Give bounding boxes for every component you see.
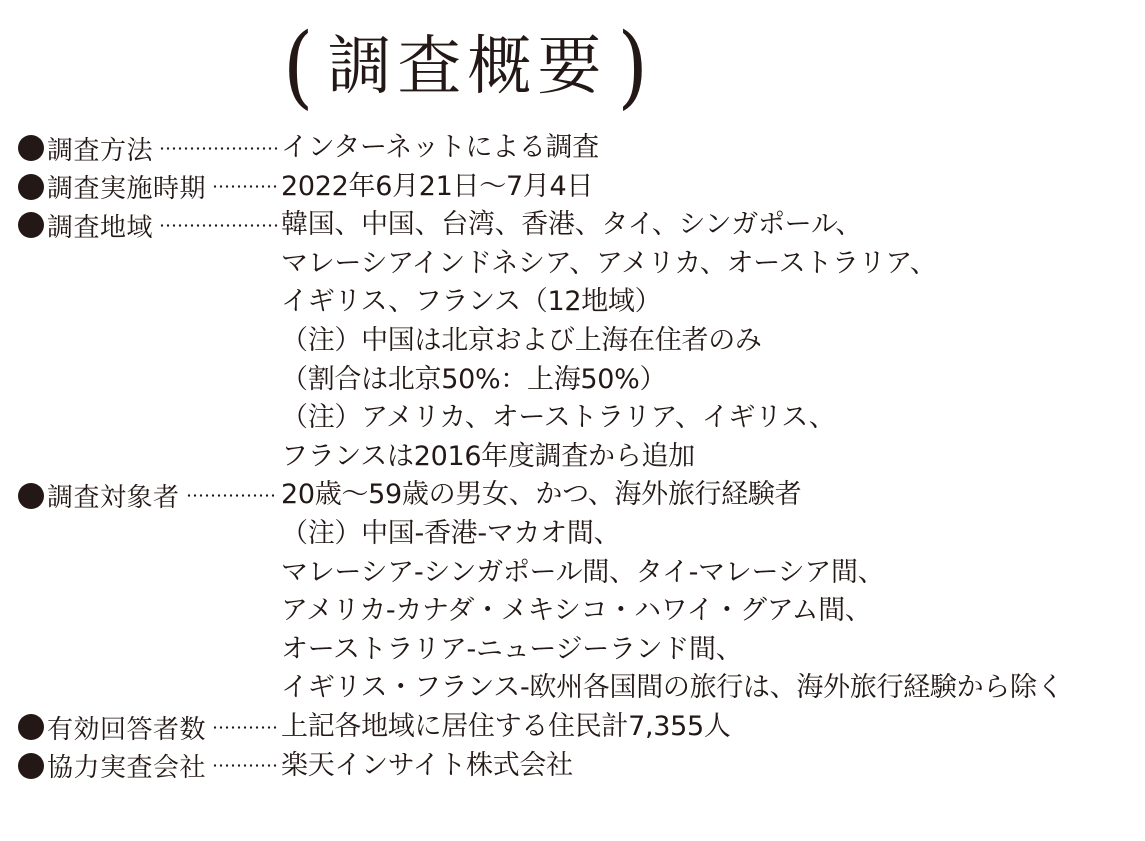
dotted-leader [159,224,278,227]
value-line: （注）中国は北京および上海在住者のみ [281,324,762,356]
dotted-leader [186,494,278,497]
item-value [281,708,1143,747]
value-line: 韓国、中国、台湾、香港、タイ、シンガポール、 [281,209,863,241]
dotted-leader [212,185,278,188]
value-line: オーストラリア-ニュージーランド間、 [281,633,743,665]
bullet-icon [18,753,44,779]
bullet-icon [18,135,44,161]
page-title [283,15,648,119]
bullet-icon [18,483,44,509]
value-line: （注）アメリカ、オーストラリア、イギリス、 [281,402,836,434]
value-line: マレーシアインドネシア、アメリカ、オーストラリア、 [281,247,937,279]
item-value [281,206,1143,476]
bullet-icon [18,174,44,200]
item-label: 調査方法 [47,135,154,166]
value-line: 楽天インサイト株式会社 [281,749,573,781]
item-label: 調査地域 [47,212,154,243]
value-line: イギリス・フランス-欧州各国間の旅行は、海外旅行経験から除く [281,672,1064,704]
item-label: 調査実施時期 [47,174,207,205]
item-value [281,129,1143,168]
item-value [281,476,1143,708]
dotted-leader [212,726,278,729]
item-survey-period [18,168,1143,207]
value-line: 上記各地域に居住する住民計7,355人 [281,710,731,742]
title-open-paren: ( [283,15,314,119]
value-line: 20歳～59歳の男女、かつ、海外旅行経験者 [281,479,802,511]
value-line: イギリス、フランス（12地域） [281,286,662,318]
item-survey-subjects [18,476,1143,708]
item-survey-method [18,129,1143,168]
value-line: （割合は北京50%：上海50%） [281,363,667,395]
bullet-icon [18,714,44,740]
item-survey-regions [18,206,1143,476]
dotted-leader [159,147,278,150]
value-line: アメリカ-カナダ・メキシコ・ハワイ・グアム間、 [281,595,872,627]
value-line: （注）中国-香港-マカオ間、 [281,517,621,549]
item-label: 有効回答者数 [47,714,207,745]
title-close-paren: ) [617,15,648,119]
item-label: 調査対象者 [47,483,180,514]
item-valid-respondents [18,708,1143,747]
dotted-leader [212,764,278,767]
bullet-icon [18,212,44,238]
value-line: 2022年6月21日～7月4日 [281,170,594,202]
title-text: 調査概要 [327,30,608,104]
item-value [281,747,1143,786]
value-line: マレーシア-シンガポール間、タイ-マレーシア間、 [281,556,885,588]
item-label: 協力実査会社 [47,753,207,784]
value-line: フランスは2016年度調査から追加 [281,440,695,472]
item-research-company [18,747,1143,786]
item-value [281,168,1143,207]
value-line: インターネットによる調査 [281,132,599,163]
survey-overview-list [18,129,1143,785]
